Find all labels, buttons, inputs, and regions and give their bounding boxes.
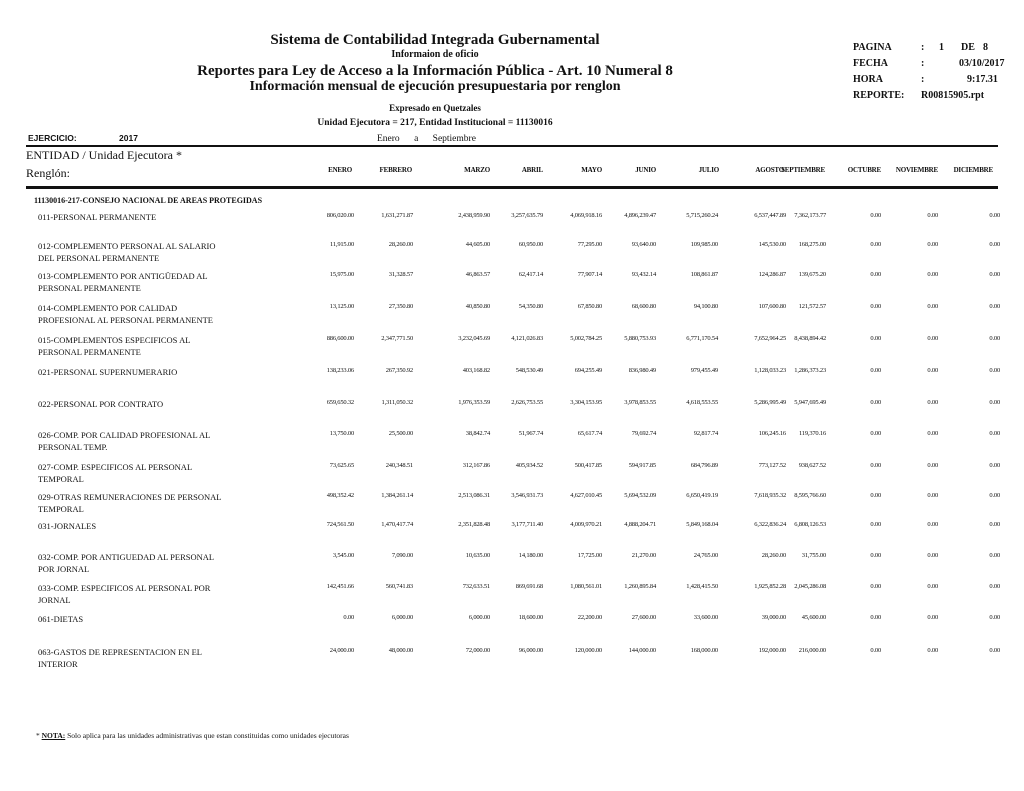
month-header-febrero: FEBRERO bbox=[379, 166, 412, 174]
cell-septiembre: 5,947,695.49 bbox=[794, 399, 826, 406]
cell-octubre: 0.00 bbox=[870, 399, 881, 406]
cell-mayo: 4,009,970.21 bbox=[570, 521, 602, 528]
renglon-label: 012-COMPLEMENTO PERSONAL AL SALARIO DEL PERSONAL PERMANENTE bbox=[38, 241, 216, 263]
cell-julio: 684,796.89 bbox=[690, 462, 718, 469]
cell-abril: 62,417.14 bbox=[518, 271, 543, 278]
cell-septiembre: 2,045,286.08 bbox=[794, 583, 826, 590]
system-title: Sistema de Contabilidad Integrada Gubernamental bbox=[270, 32, 600, 48]
subtitle: Informaion de oficio bbox=[391, 49, 479, 60]
cell-noviembre: 0.00 bbox=[927, 212, 938, 219]
cell-abril: 4,121,026.83 bbox=[511, 335, 543, 342]
cell-diciembre: 0.00 bbox=[989, 212, 1000, 219]
cell-septiembre: 8,595,766.60 bbox=[794, 492, 826, 499]
cell-octubre: 0.00 bbox=[870, 521, 881, 528]
cell-julio: 4,618,553.55 bbox=[686, 399, 718, 406]
cell-enero: 11,915.00 bbox=[330, 241, 354, 248]
cell-marzo: 44,605.00 bbox=[465, 241, 490, 248]
cell-noviembre: 0.00 bbox=[927, 552, 938, 559]
cell-febrero: 1,470,417.74 bbox=[381, 521, 413, 528]
page-label: PAGINA bbox=[853, 42, 892, 53]
range-separator: a bbox=[414, 134, 419, 144]
cell-julio: 108,861.87 bbox=[690, 271, 718, 278]
unit-line: Unidad Ejecutora = 217, Entidad Institucional = 11130016 bbox=[317, 118, 553, 128]
time-label: HORA bbox=[853, 74, 883, 85]
cell-abril: 14,180.00 bbox=[518, 552, 543, 559]
cell-febrero: 267,350.92 bbox=[385, 367, 413, 374]
cell-junio: 21,270.00 bbox=[631, 552, 656, 559]
month-header-mayo: MAYO bbox=[581, 166, 602, 174]
cell-mayo: 77,295.00 bbox=[577, 241, 602, 248]
cell-abril: 548,530.49 bbox=[515, 367, 543, 374]
cell-septiembre: 1,286,373.23 bbox=[794, 367, 826, 374]
cell-agosto: 192,000.00 bbox=[758, 647, 786, 654]
cell-septiembre: 168,275.00 bbox=[798, 241, 826, 248]
cell-noviembre: 0.00 bbox=[927, 241, 938, 248]
cell-agosto: 145,530.00 bbox=[758, 241, 786, 248]
cell-julio: 1,428,415.50 bbox=[686, 583, 718, 590]
cell-diciembre: 0.00 bbox=[989, 583, 1000, 590]
cell-abril: 2,626,753.55 bbox=[511, 399, 543, 406]
cell-junio: 68,600.80 bbox=[631, 303, 656, 310]
cell-octubre: 0.00 bbox=[870, 271, 881, 278]
cell-marzo: 3,232,045.69 bbox=[458, 335, 490, 342]
cell-enero: 498,352.42 bbox=[326, 492, 354, 499]
cell-julio: 5,849,168.04 bbox=[686, 521, 718, 528]
cell-octubre: 0.00 bbox=[870, 367, 881, 374]
month-header-enero: ENERO bbox=[328, 166, 352, 174]
report-value: R00815905.rpt bbox=[921, 90, 985, 101]
cell-julio: 979,455.49 bbox=[690, 367, 718, 374]
month-header-julio: JULIO bbox=[698, 166, 719, 174]
report-subtitle: Información mensual de ejecución presupuestaria por renglon bbox=[249, 79, 621, 94]
cell-febrero: 240,348.51 bbox=[385, 462, 413, 469]
cell-noviembre: 0.00 bbox=[927, 335, 938, 342]
cell-abril: 18,600.00 bbox=[518, 614, 543, 621]
renglon-label: 029-OTRAS REMUNERACIONES DE PERSONAL TEMPORAL bbox=[38, 492, 222, 514]
renglon-label: 013-COMPLEMENTO POR ANTIGÜEDAD AL PERSONAL PERMANENTE bbox=[38, 271, 208, 293]
cell-noviembre: 0.00 bbox=[927, 647, 938, 654]
cell-abril: 3,546,931.73 bbox=[511, 492, 543, 499]
header-divider-top bbox=[26, 145, 998, 147]
cell-enero: 138,233.06 bbox=[326, 367, 354, 374]
month-header-marzo: MARZO bbox=[464, 166, 490, 174]
cell-junio: 4,888,204.71 bbox=[624, 521, 656, 528]
cell-agosto: 106,245.16 bbox=[758, 430, 786, 437]
cell-septiembre: 31,755.00 bbox=[801, 552, 826, 559]
cell-septiembre: 8,438,894.42 bbox=[794, 335, 826, 342]
cell-marzo: 72,000.00 bbox=[465, 647, 490, 654]
cell-febrero: 7,090.00 bbox=[391, 552, 413, 559]
cell-mayo: 694,255.49 bbox=[574, 367, 602, 374]
cell-agosto: 1,925,852.28 bbox=[754, 583, 786, 590]
cell-junio: 79,692.74 bbox=[631, 430, 656, 437]
cell-mayo: 1,080,561.01 bbox=[570, 583, 602, 590]
cell-octubre: 0.00 bbox=[870, 583, 881, 590]
cell-septiembre: 7,362,173.77 bbox=[794, 212, 826, 219]
cell-octubre: 0.00 bbox=[870, 552, 881, 559]
cell-marzo: 312,167.86 bbox=[462, 462, 490, 469]
fiscal-year-value: 2017 bbox=[119, 133, 138, 143]
cell-mayo: 17,725.00 bbox=[577, 552, 602, 559]
cell-marzo: 38,842.74 bbox=[465, 430, 490, 437]
cell-febrero: 1,311,050.32 bbox=[381, 399, 413, 406]
cell-diciembre: 0.00 bbox=[989, 552, 1000, 559]
cell-enero: 659,650.32 bbox=[326, 399, 354, 406]
header-divider-bottom bbox=[26, 186, 998, 189]
cell-septiembre: 6,808,126.53 bbox=[794, 521, 826, 528]
cell-marzo: 2,438,959.90 bbox=[458, 212, 490, 219]
cell-noviembre: 0.00 bbox=[927, 399, 938, 406]
cell-abril: 60,950.00 bbox=[518, 241, 543, 248]
renglon-label: 032-COMP. POR ANTIGUEDAD AL PERSONAL POR JORNAL bbox=[38, 552, 215, 574]
cell-diciembre: 0.00 bbox=[989, 614, 1000, 621]
cell-marzo: 2,513,086.31 bbox=[458, 492, 490, 499]
cell-octubre: 0.00 bbox=[870, 647, 881, 654]
cell-enero: 0.00 bbox=[343, 614, 354, 621]
cell-junio: 4,896,239.47 bbox=[624, 212, 656, 219]
cell-diciembre: 0.00 bbox=[989, 647, 1000, 654]
cell-mayo: 3,304,153.95 bbox=[570, 399, 602, 406]
cell-agosto: 7,618,935.32 bbox=[754, 492, 786, 499]
renglon-label: 033-COMP. ESPECIFICOS AL PERSONAL POR JORNAL bbox=[38, 583, 211, 605]
cell-octubre: 0.00 bbox=[870, 241, 881, 248]
cell-julio: 109,985.00 bbox=[690, 241, 718, 248]
month-header-noviembre: NOVIEMBRE bbox=[895, 166, 938, 174]
renglon-column-header: Renglón: bbox=[26, 166, 70, 180]
renglon-label: 031-JORNALES bbox=[38, 521, 97, 531]
month-header-septiembre: SEPTIEMBRE bbox=[781, 166, 825, 174]
cell-mayo: 120,000.00 bbox=[574, 647, 602, 654]
cell-diciembre: 0.00 bbox=[989, 462, 1000, 469]
cell-diciembre: 0.00 bbox=[989, 492, 1000, 499]
cell-febrero: 25,500.00 bbox=[388, 430, 413, 437]
renglon-label: 011-PERSONAL PERMANENTE bbox=[38, 212, 157, 222]
renglon-label: 063-GASTOS DE REPRESENTACION EN EL INTERIOR bbox=[38, 647, 202, 669]
renglon-label: 014-COMPLEMENTO POR CALIDAD PROFESIONAL AL PERSONAL PERMANENTE bbox=[38, 303, 213, 325]
cell-junio: 5,880,753.93 bbox=[624, 335, 656, 342]
cell-abril: 51,967.74 bbox=[518, 430, 543, 437]
cell-noviembre: 0.00 bbox=[927, 271, 938, 278]
cell-mayo: 4,627,010.45 bbox=[570, 492, 602, 499]
cell-abril: 3,177,711.40 bbox=[511, 521, 543, 528]
cell-marzo: 46,863.57 bbox=[465, 271, 490, 278]
cell-diciembre: 0.00 bbox=[989, 335, 1000, 342]
cell-agosto: 6,537,447.89 bbox=[754, 212, 786, 219]
month-headers bbox=[0, 166, 1024, 178]
month-header-junio: JUNIO bbox=[635, 166, 656, 174]
cell-octubre: 0.00 bbox=[870, 492, 881, 499]
page-value: 1 bbox=[939, 42, 944, 53]
cell-agosto: 1,128,033.23 bbox=[754, 367, 786, 374]
cell-septiembre: 119,370.16 bbox=[798, 430, 826, 437]
cell-marzo: 6,000.00 bbox=[468, 614, 490, 621]
cell-septiembre: 938,627.52 bbox=[798, 462, 826, 469]
cell-mayo: 4,069,918.16 bbox=[570, 212, 602, 219]
cell-abril: 869,691.68 bbox=[515, 583, 543, 590]
cell-abril: 96,000.00 bbox=[518, 647, 543, 654]
month-header-octubre: OCTUBRE bbox=[847, 166, 881, 174]
cell-noviembre: 0.00 bbox=[927, 430, 938, 437]
cell-junio: 836,980.49 bbox=[628, 367, 656, 374]
cell-julio: 92,817.74 bbox=[693, 430, 718, 437]
month-header-diciembre: DICIEMBRE bbox=[953, 166, 993, 174]
cell-agosto: 39,000.00 bbox=[761, 614, 786, 621]
fiscal-year-label: EJERCICIO: bbox=[28, 133, 77, 143]
cell-agosto: 7,652,964.25 bbox=[754, 335, 786, 342]
cell-octubre: 0.00 bbox=[870, 335, 881, 342]
cell-febrero: 48,000.00 bbox=[388, 647, 413, 654]
renglon-label: 021-PERSONAL SUPERNUMERARIO bbox=[38, 367, 178, 377]
cell-noviembre: 0.00 bbox=[927, 521, 938, 528]
cell-enero: 15,975.00 bbox=[329, 271, 354, 278]
cell-agosto: 6,322,836.24 bbox=[754, 521, 786, 528]
cell-octubre: 0.00 bbox=[870, 614, 881, 621]
cell-octubre: 0.00 bbox=[870, 462, 881, 469]
cell-mayo: 65,617.74 bbox=[577, 430, 602, 437]
cell-junio: 5,694,532.09 bbox=[624, 492, 656, 499]
cell-agosto: 773,127.52 bbox=[758, 462, 786, 469]
cell-octubre: 0.00 bbox=[870, 430, 881, 437]
cell-diciembre: 0.00 bbox=[989, 367, 1000, 374]
cell-diciembre: 0.00 bbox=[989, 521, 1000, 528]
cell-septiembre: 45,600.00 bbox=[801, 614, 826, 621]
cell-junio: 93,432.14 bbox=[631, 271, 656, 278]
page-of-label: DE bbox=[961, 42, 975, 53]
cell-julio: 24,765.00 bbox=[693, 552, 718, 559]
currency-note: Expresado en Quetzales bbox=[389, 103, 481, 113]
cell-febrero: 28,260.00 bbox=[388, 241, 413, 248]
report-title: Reportes para Ley de Acceso a la Información Pública - Art. 10 Numeral 8 bbox=[197, 63, 673, 79]
cell-febrero: 1,631,271.87 bbox=[381, 212, 413, 219]
renglon-label: 027-COMP. ESPECIFICOS AL PERSONAL TEMPORAL bbox=[38, 462, 193, 484]
cell-julio: 6,771,170.54 bbox=[686, 335, 718, 342]
cell-enero: 886,600.00 bbox=[326, 335, 354, 342]
renglon-label: 061-DIETAS bbox=[38, 614, 84, 624]
cell-noviembre: 0.00 bbox=[927, 303, 938, 310]
cell-febrero: 6,000.00 bbox=[391, 614, 413, 621]
month-header-abril: ABRIL bbox=[521, 166, 543, 174]
cell-junio: 27,600.00 bbox=[631, 614, 656, 621]
cell-diciembre: 0.00 bbox=[989, 430, 1000, 437]
cell-noviembre: 0.00 bbox=[927, 583, 938, 590]
cell-diciembre: 0.00 bbox=[989, 399, 1000, 406]
cell-enero: 24,000.00 bbox=[329, 647, 354, 654]
cell-diciembre: 0.00 bbox=[989, 241, 1000, 248]
cell-enero: 13,750.00 bbox=[329, 430, 354, 437]
cell-julio: 168,000.00 bbox=[690, 647, 718, 654]
cell-enero: 13,125.00 bbox=[329, 303, 354, 310]
cell-junio: 3,978,853.55 bbox=[624, 399, 656, 406]
renglon-label: 022-PERSONAL POR CONTRATO bbox=[38, 399, 164, 409]
cell-enero: 724,561.50 bbox=[326, 521, 354, 528]
cell-mayo: 67,850.80 bbox=[577, 303, 602, 310]
cell-julio: 33,600.00 bbox=[693, 614, 718, 621]
date-range bbox=[377, 134, 488, 144]
cell-junio: 594,917.85 bbox=[628, 462, 656, 469]
renglon-label: 015-COMPLEMENTOS ESPECIFICOS AL PERSONAL PERMANENTE bbox=[38, 335, 191, 357]
footnote-text: Solo aplica para las unidades administrativas que estan constituidas como unidades ejecutoras bbox=[65, 731, 349, 740]
cell-noviembre: 0.00 bbox=[927, 614, 938, 621]
cell-marzo: 10,635.00 bbox=[465, 552, 490, 559]
month-header-agosto: AGOSTO bbox=[755, 166, 784, 174]
cell-abril: 54,350.80 bbox=[518, 303, 543, 310]
cell-mayo: 77,907.14 bbox=[577, 271, 602, 278]
entity-title: 11130016-217-CONSEJO NACIONAL DE AREAS PROTEGIDAS bbox=[34, 196, 263, 205]
cell-mayo: 500,417.85 bbox=[574, 462, 602, 469]
cell-junio: 144,000.00 bbox=[628, 647, 656, 654]
date-value: 03/10/2017 bbox=[959, 58, 1005, 69]
cell-marzo: 40,850.80 bbox=[465, 303, 490, 310]
cell-febrero: 31,328.57 bbox=[388, 271, 413, 278]
time-value: 9:17.31 bbox=[967, 74, 998, 85]
range-from: Enero bbox=[377, 134, 400, 144]
cell-marzo: 1,976,353.59 bbox=[458, 399, 490, 406]
fiscal-year bbox=[28, 133, 138, 143]
footnote-label: NOTA: bbox=[41, 731, 66, 740]
cell-enero: 73,625.65 bbox=[329, 462, 354, 469]
cell-octubre: 0.00 bbox=[870, 212, 881, 219]
cell-noviembre: 0.00 bbox=[927, 462, 938, 469]
cell-enero: 3,545.00 bbox=[332, 552, 354, 559]
cell-octubre: 0.00 bbox=[870, 303, 881, 310]
cell-marzo: 2,351,828.48 bbox=[458, 521, 490, 528]
cell-mayo: 5,002,784.25 bbox=[570, 335, 602, 342]
cell-noviembre: 0.00 bbox=[927, 492, 938, 499]
cell-julio: 5,715,260.24 bbox=[686, 212, 718, 219]
cell-febrero: 27,350.80 bbox=[388, 303, 413, 310]
cell-agosto: 107,600.80 bbox=[758, 303, 786, 310]
report-label: REPORTE: bbox=[853, 90, 905, 101]
cell-abril: 3,257,635.79 bbox=[511, 212, 543, 219]
cell-julio: 6,650,419.19 bbox=[686, 492, 718, 499]
report-meta: PAGINA : 1 DE 8 FECHA : 03/10/2017 HORA : 9:17.31 REPORTE: R00815905.rpt bbox=[853, 40, 1005, 104]
entity-column-header: ENTIDAD / Unidad Ejecutora * bbox=[26, 148, 182, 162]
date-label: FECHA bbox=[853, 58, 888, 69]
cell-febrero: 1,384,261.14 bbox=[381, 492, 413, 499]
cell-noviembre: 0.00 bbox=[927, 367, 938, 374]
cell-septiembre: 121,572.57 bbox=[798, 303, 826, 310]
cell-agosto: 28,260.00 bbox=[761, 552, 786, 559]
cell-febrero: 560,741.83 bbox=[385, 583, 413, 590]
footnote: * NOTA: Solo aplica para las unidades administrativas que estan constituidas como unidades ejecutoras bbox=[36, 731, 349, 740]
renglon-label: 026-COMP. POR CALIDAD PROFESIONAL AL PERSONAL TEMP. bbox=[38, 430, 211, 452]
cell-enero: 142,451.66 bbox=[326, 583, 354, 590]
cell-junio: 1,260,895.84 bbox=[624, 583, 656, 590]
cell-septiembre: 216,000.00 bbox=[798, 647, 826, 654]
cell-marzo: 403,168.82 bbox=[462, 367, 490, 374]
cell-marzo: 732,633.51 bbox=[462, 583, 490, 590]
cell-julio: 94,100.80 bbox=[693, 303, 718, 310]
cell-junio: 93,640.00 bbox=[631, 241, 656, 248]
cell-abril: 405,934.52 bbox=[515, 462, 543, 469]
cell-diciembre: 0.00 bbox=[989, 303, 1000, 310]
cell-enero: 806,020.00 bbox=[326, 212, 354, 219]
cell-febrero: 2,347,771.50 bbox=[381, 335, 413, 342]
cell-septiembre: 139,675.20 bbox=[798, 271, 826, 278]
cell-diciembre: 0.00 bbox=[989, 271, 1000, 278]
cell-mayo: 22,200.00 bbox=[577, 614, 602, 621]
range-to: Septiembre bbox=[432, 134, 476, 144]
cell-agosto: 124,286.87 bbox=[758, 271, 786, 278]
page-total: 8 bbox=[983, 42, 988, 53]
cell-agosto: 5,286,995.49 bbox=[754, 399, 786, 406]
